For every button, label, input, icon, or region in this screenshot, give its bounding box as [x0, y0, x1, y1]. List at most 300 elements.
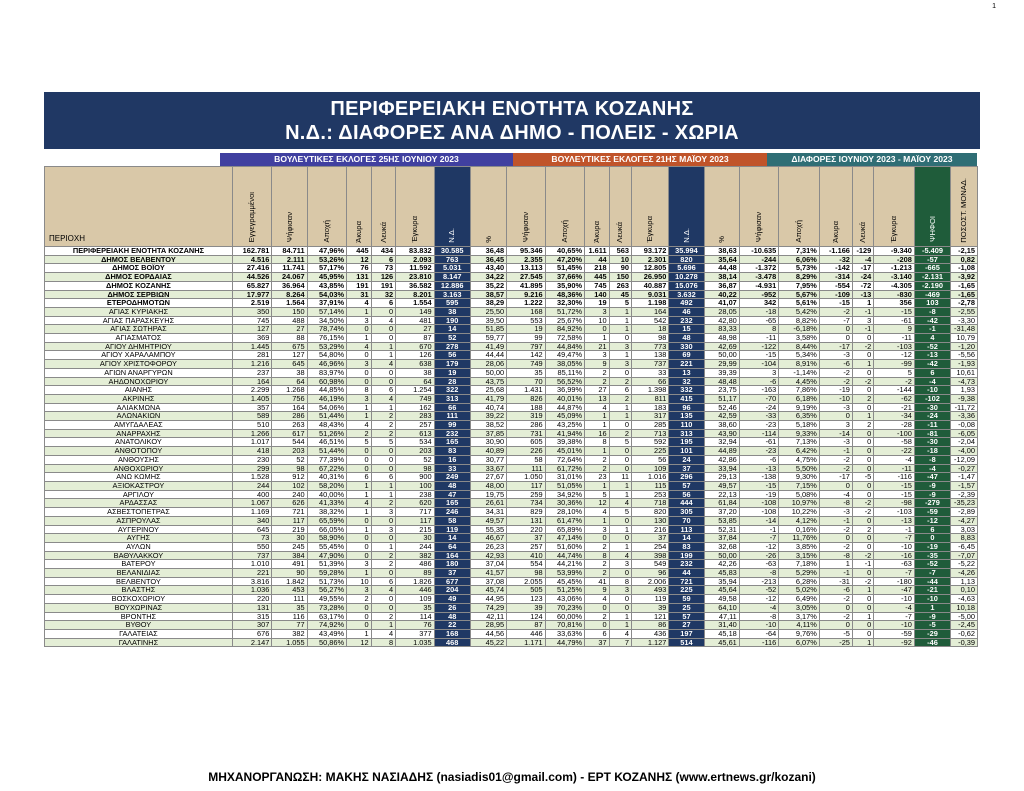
value-cell: 56	[669, 490, 704, 499]
value-cell: 0	[371, 569, 396, 578]
value-cell: 3	[585, 351, 610, 360]
value-cell: -12	[739, 595, 778, 604]
column-header-label: Ν.Δ.	[447, 227, 457, 243]
value-cell: -2	[819, 525, 852, 534]
value-cell: -2	[852, 377, 873, 386]
value-cell: -23	[739, 447, 778, 456]
column-header	[507, 167, 545, 247]
value-cell: 47,14%	[545, 534, 584, 543]
value-cell: 19	[585, 299, 610, 308]
value-cell: 645	[232, 525, 271, 534]
value-cell: 225	[669, 586, 704, 595]
value-cell: -22	[874, 447, 915, 456]
value-cell: -1	[819, 569, 852, 578]
value-cell: 191	[371, 281, 396, 290]
value-cell: 315	[232, 612, 271, 621]
value-cell: -10	[874, 542, 915, 551]
value-cell: 27	[396, 325, 434, 334]
value-cell: 3	[609, 586, 631, 595]
value-cell: 0	[819, 481, 852, 490]
value-cell: 204	[434, 586, 470, 595]
value-cell: 31	[347, 290, 372, 299]
value-cell: 188	[507, 403, 545, 412]
value-cell: -108	[739, 499, 778, 508]
value-cell: -122	[739, 342, 778, 351]
value-cell: 220	[507, 525, 545, 534]
value-cell: -7,07	[951, 551, 978, 560]
value-cell: 357	[232, 403, 271, 412]
value-cell: 1.036	[232, 586, 271, 595]
value-cell: 51,73%	[307, 577, 346, 586]
value-cell: 2	[609, 377, 631, 386]
value-cell: -1	[852, 560, 873, 569]
column-header	[470, 167, 506, 247]
value-cell: 56,52%	[545, 377, 584, 386]
value-cell: 8,82%	[779, 316, 820, 325]
value-cell: 43,40	[470, 264, 506, 273]
value-cell: 1	[819, 560, 852, 569]
value-cell: 1	[347, 629, 372, 638]
value-cell: -52	[914, 342, 950, 351]
value-cell: 58,20%	[307, 481, 346, 490]
value-cell: 90	[609, 264, 631, 273]
value-cell: -2	[819, 595, 852, 604]
value-cell: 4	[609, 629, 631, 638]
value-cell: 37,04	[470, 560, 506, 569]
value-cell: 27	[585, 386, 610, 395]
value-cell: 32	[669, 377, 704, 386]
value-cell: 7,18%	[779, 560, 820, 569]
value-cell: -81	[914, 429, 950, 438]
value-cell: 9,33%	[779, 429, 820, 438]
value-cell: 1	[371, 342, 396, 351]
value-cell: 221	[669, 360, 704, 369]
value-cell: 3.163	[434, 290, 470, 299]
value-cell: 37	[507, 534, 545, 543]
value-cell: -92	[874, 638, 915, 647]
value-cell: -17	[819, 342, 852, 351]
value-cell: 0	[371, 325, 396, 334]
value-cell: -8	[819, 499, 852, 508]
value-cell: 3,17%	[779, 612, 820, 621]
value-cell: 626	[272, 499, 307, 508]
value-cell: 59	[669, 595, 704, 604]
value-cell: 0	[347, 351, 372, 360]
table-row	[45, 525, 978, 534]
table-row	[45, 560, 978, 569]
value-cell: 5,08%	[779, 490, 820, 499]
value-cell: -35,23	[951, 499, 978, 508]
value-cell: 46	[669, 307, 704, 316]
value-cell: -2.131	[914, 273, 950, 282]
value-cell: 53,85	[704, 516, 739, 525]
value-cell: 22	[434, 621, 470, 630]
value-cell: 1	[371, 542, 396, 551]
value-cell: -1,65	[951, 281, 978, 290]
table-row	[45, 455, 978, 464]
value-cell: -2	[819, 464, 852, 473]
value-cell: -61	[739, 438, 778, 447]
value-cell: 65.827	[232, 281, 271, 290]
value-cell: 89	[396, 569, 434, 578]
value-cell: 59,28%	[307, 569, 346, 578]
value-cell: -7	[874, 612, 915, 621]
column-header-label: Άκυρα	[353, 220, 363, 243]
value-cell: 32,94	[704, 438, 739, 447]
value-cell: 246	[434, 508, 470, 517]
value-cell: 745	[232, 316, 271, 325]
value-cell: 332	[669, 386, 704, 395]
value-cell: 514	[669, 638, 704, 647]
value-cell: 77,39%	[307, 455, 346, 464]
value-cell: 63,17%	[307, 612, 346, 621]
value-cell: 28,05	[704, 307, 739, 316]
value-cell: 96	[632, 569, 669, 578]
value-cell: -469	[914, 290, 950, 299]
value-cell: 11	[609, 473, 631, 482]
value-cell: 3	[585, 525, 610, 534]
value-cell: 40,89	[470, 447, 506, 456]
value-cell: -4	[819, 490, 852, 499]
value-cell: 162	[396, 403, 434, 412]
value-cell: 46,19%	[307, 394, 346, 403]
value-cell: 2.055	[507, 577, 545, 586]
value-cell: 73	[371, 264, 396, 273]
value-cell: 23,75	[704, 386, 739, 395]
value-cell: 86	[632, 621, 669, 630]
value-cell: 57	[669, 612, 704, 621]
value-cell: 1.445	[232, 342, 271, 351]
row-name-cell: ΑΣΒΕΣΤΟΠΕΤΡΑΣ	[45, 508, 233, 517]
value-cell: -46	[914, 638, 950, 647]
value-cell: -0,39	[951, 638, 978, 647]
value-cell: 7,31%	[779, 247, 820, 256]
value-cell: 26,61	[470, 499, 506, 508]
value-cell: 116	[272, 612, 307, 621]
table-row	[45, 403, 978, 412]
row-name-cell: ΑΡΔΑΣΣΑΣ	[45, 499, 233, 508]
value-cell: 400	[232, 490, 271, 499]
value-cell: 0	[852, 534, 873, 543]
row-name-cell: ΔΗΜΟΣ ΚΟΖΑΝΗΣ	[45, 281, 233, 290]
value-cell: 7,95%	[779, 281, 820, 290]
column-header-label: Αποχή	[794, 219, 804, 243]
value-cell: 44,21%	[545, 560, 584, 569]
value-cell: 1	[371, 490, 396, 499]
value-cell: 0	[585, 603, 610, 612]
value-cell: -1.166	[819, 247, 852, 256]
value-cell: 4	[371, 586, 396, 595]
table-row	[45, 577, 978, 586]
value-cell: 36,48	[470, 247, 506, 256]
value-cell: 12.886	[434, 281, 470, 290]
value-cell: 19	[434, 368, 470, 377]
value-cell: -11	[914, 421, 950, 430]
value-cell: -1	[739, 525, 778, 534]
value-cell: 0	[609, 464, 631, 473]
value-cell: -5,22	[951, 560, 978, 569]
value-cell: 98	[396, 464, 434, 473]
value-cell: 3,15%	[779, 551, 820, 560]
value-cell: 0	[819, 621, 852, 630]
value-cell: 1	[347, 412, 372, 421]
value-cell: 43,06%	[545, 595, 584, 604]
value-cell: 142	[507, 351, 545, 360]
value-cell: 510	[232, 421, 271, 430]
footer-credits: ΜΗΧΑΝΟΡΓΑΝΩΣΗ: ΜΑΚΗΣ ΝΑΣΙΑΔΗΣ (nasiadis01@gmail.com) - ΕΡΤ ΚΟΖΑΝΗΣ (www.ertnews.gr/kozani)	[208, 770, 816, 784]
value-cell: 33	[632, 368, 669, 377]
value-cell: 59,77	[470, 334, 506, 343]
value-cell: -52	[739, 586, 778, 595]
value-cell: 40,65%	[545, 247, 584, 256]
value-cell: -65	[739, 316, 778, 325]
value-cell: 5	[874, 368, 915, 377]
row-name-cell: ΒΟΥΧΩΡΙΝΑΣ	[45, 603, 233, 612]
value-cell: -163	[739, 386, 778, 395]
value-cell: 60,00%	[545, 612, 584, 621]
value-cell: -11	[874, 334, 915, 343]
value-cell: 37	[585, 638, 610, 647]
value-cell: 100	[396, 481, 434, 490]
value-cell: 111	[507, 464, 545, 473]
value-cell: 1	[852, 299, 873, 308]
value-cell: 4	[347, 299, 372, 308]
table-row	[45, 621, 978, 630]
value-cell: 4,12%	[779, 516, 820, 525]
value-cell: 39,38%	[545, 438, 584, 447]
value-cell: -12	[739, 542, 778, 551]
column-header	[585, 167, 610, 247]
value-cell: 117	[396, 516, 434, 525]
value-cell: 48	[434, 481, 470, 490]
value-cell: 0	[371, 534, 396, 543]
row-name-cell: ΒΥΘΟΥ	[45, 621, 233, 630]
value-cell: 1	[609, 351, 631, 360]
value-cell: 13.113	[507, 264, 545, 273]
value-cell: 49,47%	[545, 351, 584, 360]
value-cell: 257	[396, 421, 434, 430]
value-cell: 5	[585, 490, 610, 499]
results-table-wrapper	[44, 166, 978, 647]
value-cell: 2	[609, 394, 631, 403]
column-header-label: Αποχή	[559, 219, 569, 243]
value-cell: 2	[609, 429, 631, 438]
value-cell: 37	[669, 464, 704, 473]
value-cell: 1.528	[232, 473, 271, 482]
value-cell: 65,59%	[307, 516, 346, 525]
value-cell: 53,29%	[307, 342, 346, 351]
value-cell: -1.372	[739, 264, 778, 273]
value-cell: 27	[669, 621, 704, 630]
value-cell: 83.832	[396, 247, 434, 256]
value-cell: 9.216	[507, 290, 545, 299]
table-row	[45, 273, 978, 282]
value-cell: 773	[632, 342, 669, 351]
value-cell: 1.216	[232, 360, 271, 369]
value-cell: 45,64	[704, 586, 739, 595]
value-cell: 31,40	[704, 621, 739, 630]
value-cell: 99	[434, 421, 470, 430]
value-cell: 27.416	[232, 264, 271, 273]
value-cell: 38,29	[470, 299, 506, 308]
value-cell: 131	[232, 603, 271, 612]
value-cell: -5,00	[951, 612, 978, 621]
value-cell: 110	[669, 421, 704, 430]
value-cell: -11,72	[951, 403, 978, 412]
value-cell: 820	[669, 255, 704, 264]
value-cell: 645	[272, 360, 307, 369]
value-cell: 1.067	[232, 499, 271, 508]
table-row	[45, 473, 978, 482]
value-cell: 0	[852, 429, 873, 438]
value-cell: 1	[609, 307, 631, 316]
value-cell: -0,27	[951, 464, 978, 473]
value-cell: 3	[347, 360, 372, 369]
row-name-cell: ΑΡΓΙΛΟΥ	[45, 490, 233, 499]
value-cell: 45	[609, 290, 631, 299]
value-cell: 29,13	[704, 473, 739, 482]
row-name-cell: ΔΗΜΟΣ ΕΟΡΔΑΙΑΣ	[45, 273, 233, 282]
value-cell: 4	[609, 551, 631, 560]
value-cell: -2.190	[914, 281, 950, 290]
value-cell: 2	[585, 569, 610, 578]
value-cell: 35,94	[704, 577, 739, 586]
value-cell: 109	[396, 595, 434, 604]
value-cell: -1	[819, 447, 852, 456]
value-cell: 57,17%	[307, 264, 346, 273]
value-cell: 492	[669, 299, 704, 308]
column-header-label: Λευκά	[858, 221, 868, 243]
value-cell: -2	[852, 499, 873, 508]
value-cell: 313	[669, 429, 704, 438]
value-cell: 6	[914, 368, 950, 377]
value-cell: 32,68	[704, 542, 739, 551]
value-cell: -1	[819, 516, 852, 525]
value-cell: -5.409	[914, 247, 950, 256]
value-cell: 30,77	[470, 455, 506, 464]
value-cell: 453	[272, 586, 307, 595]
value-cell: 13	[669, 368, 704, 377]
value-cell: 109	[632, 464, 669, 473]
value-cell: -4,00	[951, 447, 978, 456]
value-cell: 52	[272, 455, 307, 464]
value-cell: 9,30%	[779, 473, 820, 482]
value-cell: 240	[272, 490, 307, 499]
value-cell: 2	[371, 551, 396, 560]
value-cell: 66	[632, 377, 669, 386]
table-row	[45, 612, 978, 621]
value-cell: 8	[585, 438, 610, 447]
value-cell: 56	[632, 455, 669, 464]
value-cell: 415	[669, 394, 704, 403]
value-cell: 36.964	[272, 281, 307, 290]
value-cell: 6,42%	[779, 447, 820, 456]
value-cell: 41.895	[507, 281, 545, 290]
value-cell: 595	[434, 299, 470, 308]
value-cell: 5	[371, 438, 396, 447]
value-cell: 0	[585, 534, 610, 543]
value-cell: 48	[669, 334, 704, 343]
value-cell: 0	[371, 307, 396, 316]
value-cell: 47,20%	[545, 255, 584, 264]
value-cell: 55,45%	[307, 542, 346, 551]
value-cell: 0	[609, 516, 631, 525]
value-cell: 42,26	[704, 560, 739, 569]
value-cell: 245	[272, 542, 307, 551]
value-cell: 2	[371, 429, 396, 438]
value-cell: -28	[874, 421, 915, 430]
value-cell: 33	[434, 464, 470, 473]
column-header-label: %	[483, 235, 493, 243]
value-cell: -665	[914, 264, 950, 273]
value-cell: 0	[347, 534, 372, 543]
value-cell: 130	[632, 516, 669, 525]
value-cell: 6	[347, 473, 372, 482]
value-cell: 1.564	[272, 299, 307, 308]
value-cell: 0	[371, 455, 396, 464]
value-cell: 0	[347, 612, 372, 621]
value-cell: -59	[914, 508, 950, 517]
value-cell: 162.781	[232, 247, 271, 256]
value-cell: 35	[272, 603, 307, 612]
value-cell: -10	[874, 621, 915, 630]
value-cell: 74,92%	[307, 621, 346, 630]
group-differences: ΔΙΑΦΟΡΕΣ ΙΟΥΝΙΟΥ 2023 - ΜΑΪΟΥ 2023	[767, 153, 977, 166]
value-cell: -116	[874, 473, 915, 482]
row-name-cell: ΒΕΛΑΝΙΔΙΑΣ	[45, 569, 233, 578]
value-cell: 93.172	[632, 247, 669, 256]
value-cell: -1	[852, 325, 873, 334]
value-cell: 84.711	[272, 247, 307, 256]
value-cell: -4	[874, 455, 915, 464]
table-row	[45, 316, 978, 325]
row-name-cell: ΑΝΑΤΟΛΙΚΟΥ	[45, 438, 233, 447]
value-cell: -0,62	[951, 629, 978, 638]
value-cell: 115	[632, 481, 669, 490]
value-cell: 44	[669, 569, 704, 578]
value-cell: 41,79	[470, 394, 506, 403]
value-cell: 2	[371, 560, 396, 569]
column-header-label: Εγγεγραμμένοι	[247, 191, 257, 243]
table-row	[45, 490, 978, 499]
value-cell: 7	[609, 638, 631, 647]
value-cell: 10	[609, 255, 631, 264]
value-cell: 18	[632, 325, 669, 334]
value-cell: 6,07%	[779, 638, 820, 647]
value-cell: 44,44	[470, 351, 506, 360]
value-cell: 3	[371, 508, 396, 517]
value-cell: 47	[434, 490, 470, 499]
value-cell: 0	[852, 542, 873, 551]
value-cell: 4	[347, 342, 372, 351]
value-cell: 103	[914, 299, 950, 308]
value-cell: 23.810	[396, 273, 434, 282]
value-cell: -2	[852, 342, 873, 351]
value-cell: 481	[396, 316, 434, 325]
value-cell: 123	[507, 595, 545, 604]
value-cell: -61	[874, 316, 915, 325]
value-cell: 48,00	[470, 481, 506, 490]
value-cell: -1,14%	[779, 368, 820, 377]
value-cell: -180	[874, 577, 915, 586]
row-name-cell: ΑΓΙΑΣ ΠΑΡΑΣΚΕΥΗΣ	[45, 316, 233, 325]
row-name-cell: ΒΑΘΥΛΑΚΚΟΥ	[45, 551, 233, 560]
value-cell: 0	[852, 334, 873, 343]
value-cell: 1	[371, 481, 396, 490]
value-cell: -3,36	[951, 412, 978, 421]
value-cell: 40,22	[704, 290, 739, 299]
value-cell: 39	[507, 603, 545, 612]
